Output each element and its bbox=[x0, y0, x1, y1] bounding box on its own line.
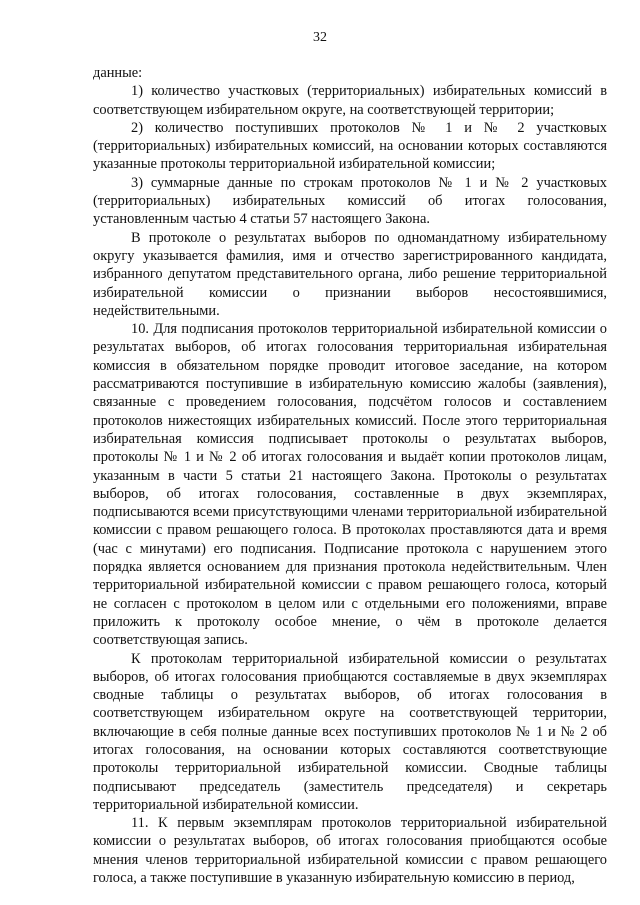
paragraph-item-1: 1) количество участковых (территориальных) избирательных комиссий в соответствующем избирательном округе, на соответствующей территории; bbox=[93, 83, 607, 118]
paragraph-item-2: 2) количество поступивших протоколов № 1 и № 2 участковых (территориальных) избирательных комиссий, на основании которых составляются указанные протоколы территориальной избирательной комиссии; bbox=[93, 119, 607, 173]
paragraph-item-3: 3) суммарные данные по строкам протоколов № 1 и № 2 участковых (территориальных) избирательных комиссий об итогах голосования, установленным частью 4 статьи 57 настоящего Закона. bbox=[93, 174, 607, 228]
paragraph-district-protocol: В протоколе о результатах выборов по одномандатному избирательному округу указывается фамилия, имя и отчество зарегистрированного кандидата, избранного депутатом представительного органа, либо решение территориальной избирательной комиссии о признании выборов несостоявшимися, недействительными. bbox=[93, 229, 607, 319]
paragraph-summary-tables: К протоколам территориальной избирательной комиссии о результатах выборов, об итогах голосования приобщаются составляемые в двух экземплярах сводные таблицы о результатах выборов, об итогах голосования в соответствующем избирательном округе на соответствующей территории, включающие в себя полные данные всех поступивших протоколов № 1 и № 2 об итогах голосования, на основании которых составляются соответствующие протоколы территориальной избирательной комиссии. Сводные таблицы подписывают председатель (заместитель председателя) и секретарь территориальной избирательной комиссии. bbox=[93, 650, 607, 813]
paragraph-section-10: 10. Для подписания протоколов территориальной избирательной комиссии о результатах выборов, об итогах голосования территориальная избирательная комиссия в обязательном порядке проводит итоговое заседание, на котором рассматриваются поступившие в избирательную комиссию жалобы (заявления), связанные с проведением голосования, подсчётом голосов и составлением протоколов нижестоящих избирательных комиссий. После этого территориальная избирательная комиссия подписывает протоколы о результатах выборов, протоколы № 1 и № 2 об итогах голосования и выдаёт копии протоколов лицам, указанным в части 5 статьи 21 настоящего Закона. Протоколы о результатах выборов, об итогах голосования, составленные в двух экземплярах, подписываются всеми присутствующими членами территориальной избирательной комиссии с правом решающего голоса. В протоколах проставляются дата и время (час с минутами) его подписания. Подписание протокола с нарушением этого порядка является основанием для признания протокола недействительным. Член территориальной избирательной комиссии с правом решающего голоса, который не согласен с протоколом в целом или с отдельными его положениями, вправе приложить к протоколу особое мнение, о чём в протоколе делается соответствующая запись. bbox=[93, 321, 607, 649]
paragraph-section-11: 11. К первым экземплярам протоколов территориальной избирательной комиссии о результатах выборов, об итогах голосования приобщаются особые мнения членов территориальной избирательной комиссии с правом решающего голоса, а также поступившие в указанную избирательную комиссию в период, bbox=[93, 815, 607, 887]
paragraph-continuation: данные: bbox=[93, 65, 143, 81]
page-number: 32 bbox=[313, 30, 327, 45]
document-body bbox=[93, 64, 607, 887]
